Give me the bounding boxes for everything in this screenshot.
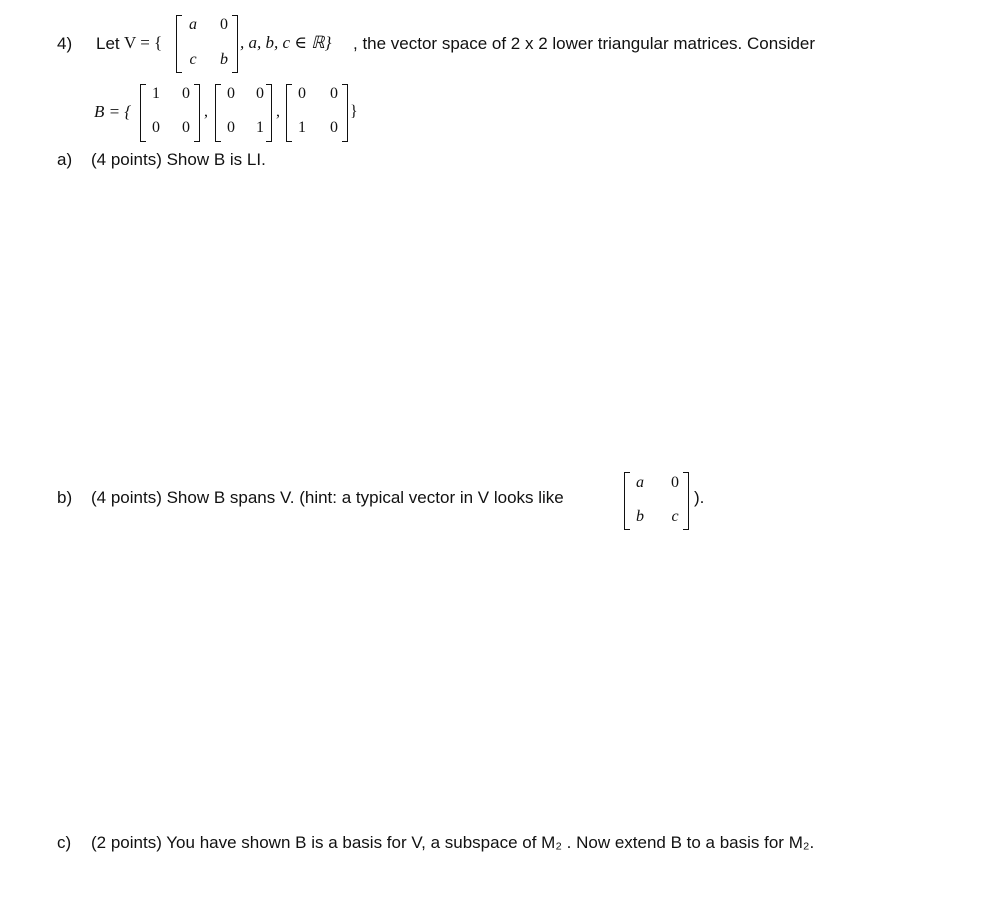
- problem-number: 4): [57, 34, 73, 53]
- matrix-cell: 0: [220, 16, 228, 33]
- set-V-lhs: V = {: [124, 33, 163, 52]
- set-V-condition: , a, b, c ∈ ℝ}: [240, 33, 332, 52]
- matrix-cell: 1: [298, 119, 306, 136]
- basis-separator: ,: [204, 103, 208, 120]
- matrix-cell: 0: [152, 119, 160, 136]
- part-c-label: c): [57, 833, 72, 852]
- part-b-text: (4 points) Show B spans V. (hint: a typical vector in V looks like: [91, 488, 564, 507]
- matrix-cell: 1: [152, 85, 160, 102]
- matrix-cell: c: [189, 51, 197, 68]
- basis-close: }: [350, 103, 358, 120]
- matrix-cell: 1: [256, 119, 264, 136]
- matrix-cell: c: [671, 508, 679, 525]
- matrix-cell: 0: [671, 474, 679, 491]
- matrix-cell: b: [220, 51, 228, 68]
- matrix-cell: 0: [256, 85, 264, 102]
- matrix-cell: 0: [330, 85, 338, 102]
- matrix-cell: 0: [227, 85, 235, 102]
- part-a-text: (4 points) Show B is LI.: [91, 150, 266, 169]
- matrix-cell: 0: [182, 85, 190, 102]
- part-c-text: (2 points) You have shown B is a basis for V, a subspace of M₂ . Now extend B to a basis for M₂.: [91, 833, 815, 852]
- matrix-cell: 0: [330, 119, 338, 136]
- matrix-cell: a: [636, 474, 644, 491]
- part-b-close: ).: [694, 488, 705, 507]
- matrix-cell: 0: [182, 119, 190, 136]
- matrix-cell: a: [189, 16, 197, 33]
- basis-label: [94, 102, 131, 122]
- matrix-cell: b: [636, 508, 644, 525]
- part-b-label: b): [57, 488, 73, 507]
- part-a-label: a): [57, 150, 73, 169]
- basis-label-text: B = {: [94, 102, 132, 121]
- intro-text: , the vector space of 2 x 2 lower triangular matrices. Consider: [353, 34, 816, 53]
- matrix-cell: 0: [227, 119, 235, 136]
- let-text: Let: [96, 34, 120, 53]
- matrix-cell: 0: [298, 85, 306, 102]
- basis-separator: ,: [276, 103, 280, 120]
